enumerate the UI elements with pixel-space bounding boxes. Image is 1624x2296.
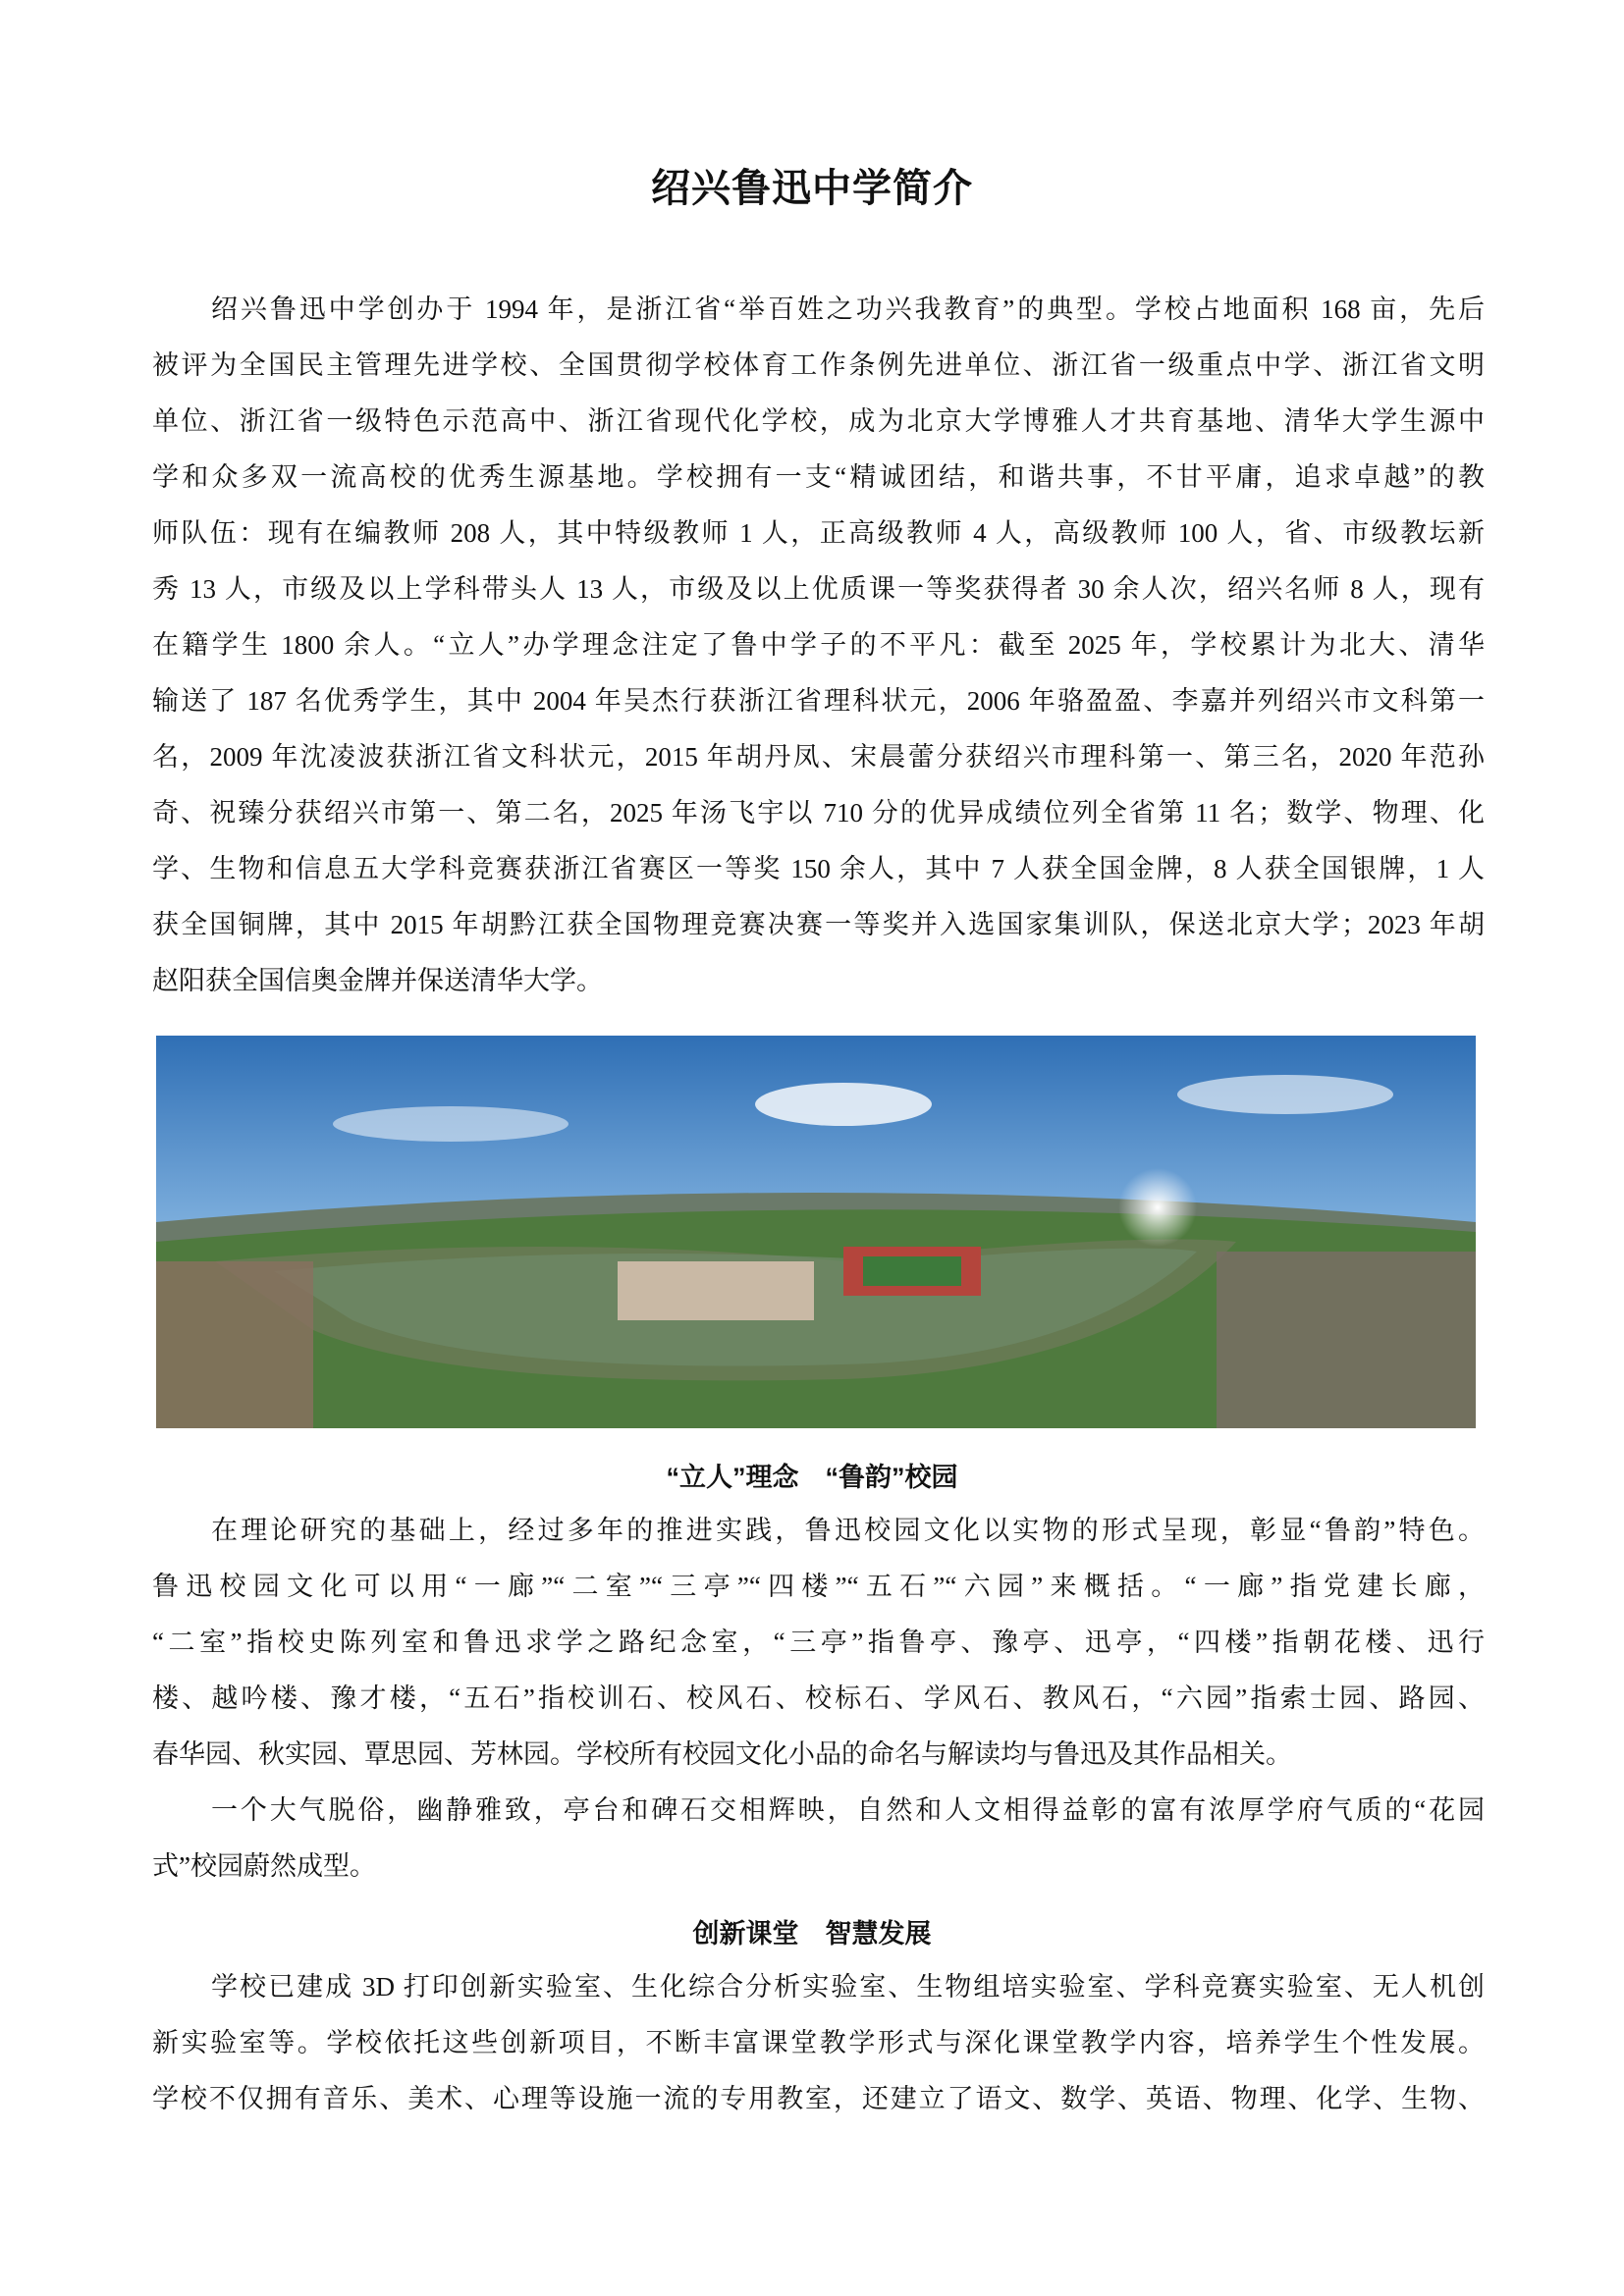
intro-paragraph [152,282,1485,1009]
text-line: 被评为全国民主管理先进学校、全国贯彻学校体育工作条例先进单位、浙江省一级重点中学、浙江省文明 [152,350,1485,380]
page-title: 绍兴鲁迅中学简介 [651,167,973,210]
text-line: 学校已建成 3D 打印创新实验室、生化综合分析实验室、生物组培实验室、学科竞赛实验室、无人机创 [211,1972,1485,2002]
text-line: 输送了 187 名优秀学生，其中 2004 年吴杰行获浙江省理科状元，2006 年骆盈盈、李嘉并列绍兴市文科第一 [152,686,1485,716]
text-line: 秀 13 人，市级及以上学科带头人 13 人，市级及以上优质课一等奖获得者 30 余人次，绍兴名师 8 人，现有 [152,574,1485,604]
text-line: 单位、浙江省一级特色示范高中、浙江省现代化学校，成为北京大学博雅人才共育基地、清华大学生源中 [152,406,1485,436]
text-line: 春华园、秋实园、覃思园、芳林园。学校所有校园文化小品的命名与解读均与鲁迅及其作品相关。 [152,1739,1292,1769]
text-line: 名，2009 年沈凌波获浙江省文科状元，2015 年胡丹凤、宋晨蕾分获绍兴市理科第一、第三名，2020 年范孙 [152,742,1485,772]
text-line: 在籍学生 1800 余人。“立人”办学理念注定了鲁中学子的不平凡：截至 2025 年，学校累计为北大、清华 [152,630,1485,660]
section-heading-innovation: 创新课堂 智慧发展 [692,1919,932,1949]
campus-culture-paragraph [152,1503,1485,1783]
text-line: “二室”指校史陈列室和鲁迅求学之路纪念室，“三亭”指鲁亭、豫亭、迅亭，“四楼”指朝花楼、迅行 [152,1628,1485,1657]
text-line: 楼、越吟楼、豫才楼，“五石”指校训石、校风石、校标石、学风石、教风石，“六园”指索士园、路园、 [152,1683,1485,1713]
text-line: 学、生物和信息五大学科竞赛获浙江省赛区一等奖 150 余人，其中 7 人获全国金牌，8 人获全国银牌，1 人 [152,854,1485,883]
innovation-paragraph [152,1959,1485,2127]
text-line: 获全国铜牌，其中 2015 年胡黔江获全国物理竞赛决赛一等奖并入选国家集训队，保送北京大学；2023 年胡 [152,910,1485,939]
text-line: 师队伍：现有在编教师 208 人，其中特级教师 1 人，正高级教师 4 人，高级教师 100 人，省、市级教坛新 [152,518,1485,548]
campus-panorama-photo [156,1036,1476,1428]
section-heading-campus-culture: “立人”理念 “鲁韵”校园 [666,1463,958,1492]
text-line: 学和众多双一流高校的优秀生源基地。学校拥有一支“精诚团结，和谐共事，不甘平庸，追求卓越”的教 [152,462,1485,492]
text-line: 一个大气脱俗，幽静雅致，亭台和碑石交相辉映，自然和人文相得益彰的富有浓厚学府气质的“花园 [211,1795,1485,1825]
text-line: 新实验室等。学校依托这些创新项目，不断丰富课堂教学形式与深化课堂教学内容，培养学生个性发展。 [152,2028,1485,2057]
text-line: 鲁迅校园文化可以用“一廊”“二室”“三亭”“四楼”“五石”“六园”来概括。“一廊”指党建长廊， [152,1572,1485,1601]
garden-campus-paragraph [152,1783,1485,1895]
text-line: 绍兴鲁迅中学创办于 1994 年，是浙江省“举百姓之功兴我教育”的典型。学校占地面积 168 亩，先后 [211,294,1485,324]
text-line: 学校不仅拥有音乐、美术、心理等设施一流的专用教室，还建立了语文、数学、英语、物理、化学、生物、 [152,2084,1485,2113]
text-line: 赵阳获全国信奥金牌并保送清华大学。 [152,966,603,995]
text-line: 在理论研究的基础上，经过多年的推进实践，鲁迅校园文化以实物的形式呈现，彰显“鲁韵”特色。 [211,1516,1485,1545]
text-line: 式”校园蔚然成型。 [152,1851,376,1881]
text-line: 奇、祝臻分获绍兴市第一、第二名，2025 年汤飞宇以 710 分的优异成绩位列全省第 11 名；数学、物理、化 [152,798,1485,828]
